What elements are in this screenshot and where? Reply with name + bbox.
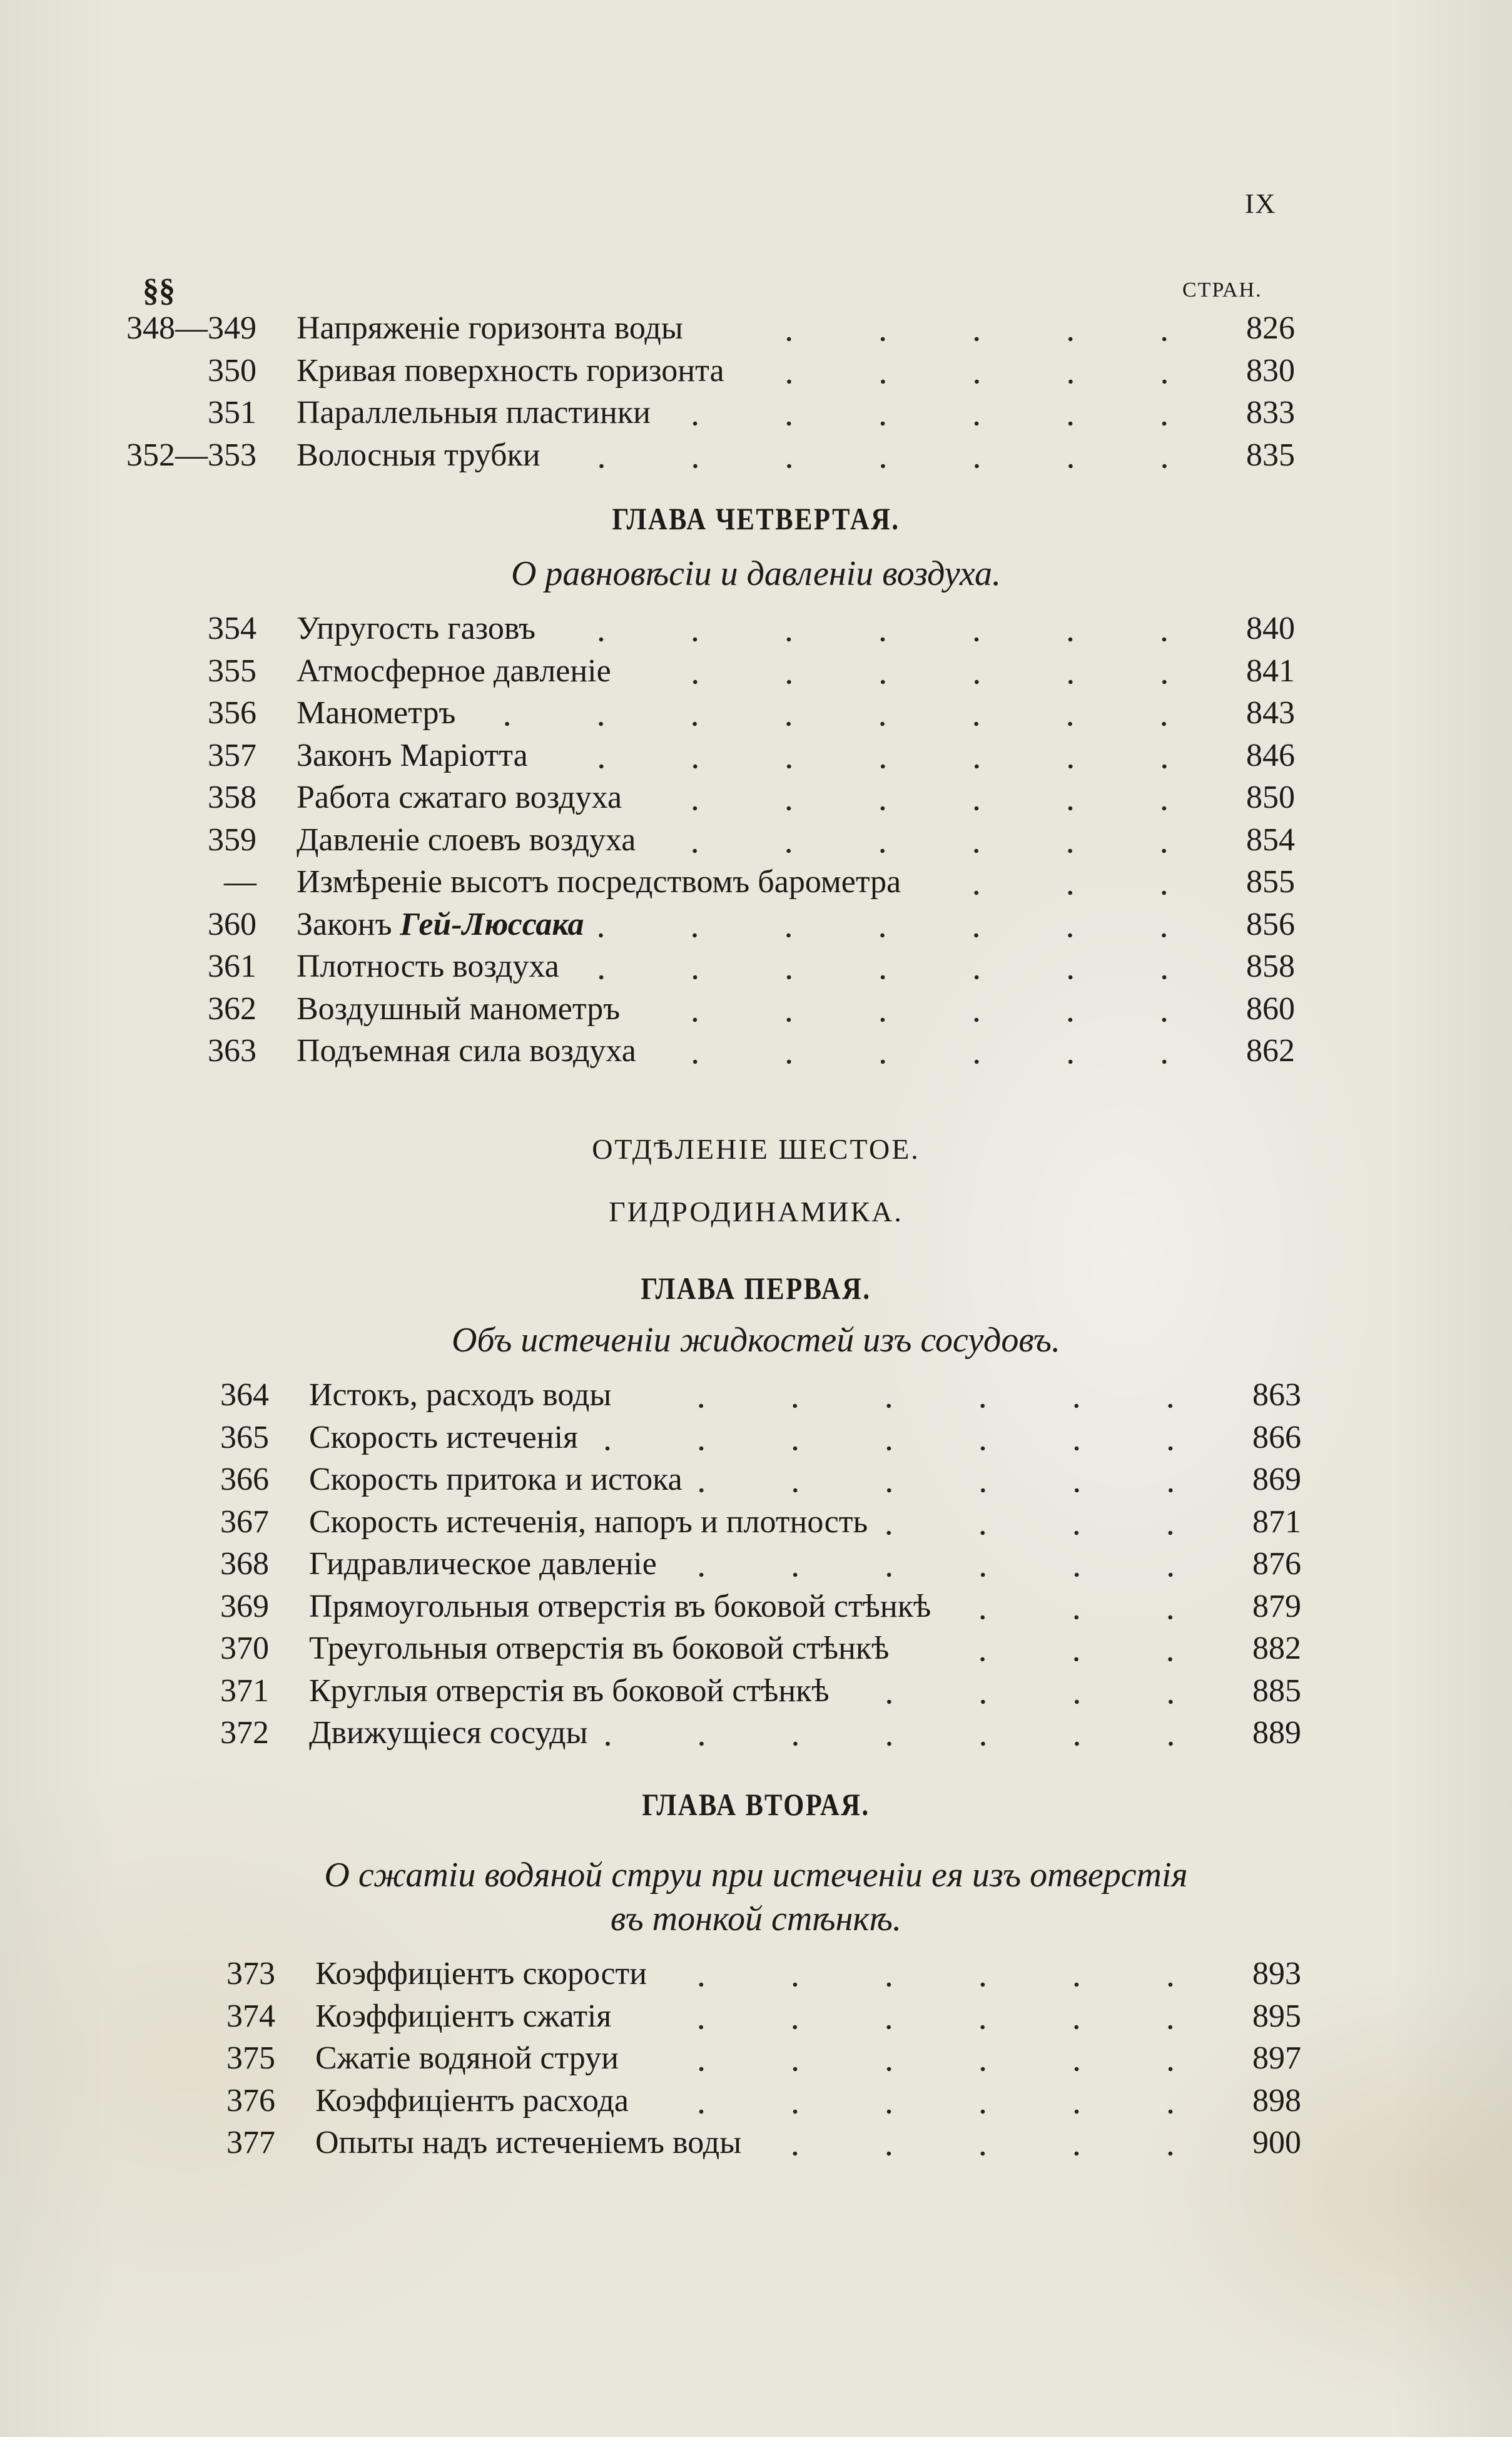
page-number: 850 <box>1246 780 1295 815</box>
toc-entry <box>113 2082 1301 2124</box>
section-number: 375 <box>226 2040 275 2076</box>
toc-entry <box>106 1588 1301 1629</box>
toc-entry <box>94 948 1295 989</box>
section-number: 362 <box>208 990 256 1027</box>
dot-leader <box>651 847 1211 855</box>
toc-entry <box>94 737 1295 778</box>
page-number: 858 <box>1246 949 1295 984</box>
page-number: 863 <box>1252 1377 1301 1413</box>
entry-title: Прямоугольныя отверстія въ боковой стѣнкѣ <box>309 1588 931 1624</box>
section-number: 377 <box>226 2125 275 2160</box>
toc-entry <box>94 694 1295 736</box>
section-number: 370 <box>220 1631 269 1666</box>
section-number: 357 <box>208 737 256 773</box>
toc-entry <box>94 1032 1295 1074</box>
dot-leader <box>470 720 1211 728</box>
entry-title: Упругость газовъ <box>297 611 536 646</box>
chapter-subtitle: Объ истеченіи жидкостей изъ сосудовъ. <box>452 1321 1060 1360</box>
page-number: 895 <box>1252 1998 1301 2034</box>
toc-entry <box>94 394 1295 435</box>
page-number: 876 <box>1252 1546 1301 1582</box>
section-number: 364 <box>220 1377 269 1413</box>
dot-leader <box>635 1015 1211 1024</box>
dot-leader <box>603 1739 1217 1748</box>
entry-title: Кривая поверхность горизонта <box>297 352 724 389</box>
page-number: 846 <box>1246 737 1295 773</box>
page-number: 871 <box>1252 1503 1301 1540</box>
toc-entry <box>94 310 1295 351</box>
entry-title-italic: Гей-Люссака <box>400 906 584 942</box>
entry-title: Скорость притока и истока <box>309 1462 682 1497</box>
toc-entry <box>94 906 1295 947</box>
chapter-heading: ГЛАВА ЧЕТВЕРТАЯ. <box>612 501 900 536</box>
dot-leader <box>556 462 1211 471</box>
dot-leader <box>543 762 1211 771</box>
entry-title: Треугольныя отверстія въ боковой стѣнкѣ <box>309 1631 890 1666</box>
page-number: 826 <box>1246 310 1295 346</box>
entry-title: Круглыя отверстія въ боковой стѣнкѣ <box>309 1672 830 1709</box>
entry-title: Плотность воздуха <box>297 949 559 984</box>
dot-leader <box>626 678 1211 686</box>
dot-leader <box>551 635 1211 644</box>
dot-leader <box>845 1697 1217 1706</box>
entry-title: Коэффиціентъ сжатія <box>315 1998 612 2034</box>
chapter-subtitle: О сжатіи водяной струи при истеченіи ея изъ отверстія <box>324 1856 1188 1895</box>
toc-entry <box>106 1419 1301 1460</box>
toc-entry <box>94 990 1295 1032</box>
dot-leader <box>599 931 1211 940</box>
section-number: 365 <box>220 1419 269 1455</box>
chapter-subtitle: въ тонкой стѣнкѣ. <box>611 1900 901 1938</box>
toc-entry <box>94 779 1295 820</box>
dot-leader <box>698 1486 1217 1495</box>
dot-leader <box>593 1444 1217 1453</box>
toc-entry <box>113 2040 1301 2081</box>
toc-entry <box>106 1714 1301 1756</box>
section-number: 348—349 <box>126 310 256 346</box>
dot-leader <box>739 377 1211 386</box>
toc-entry <box>106 1376 1301 1418</box>
page-number: 897 <box>1252 2040 1301 2076</box>
section-number: 368 <box>220 1546 269 1582</box>
entry-title: Гидравлическое давленіе <box>309 1546 657 1582</box>
entry-title: Движущіеся сосуды <box>309 1715 588 1751</box>
section-number: 350 <box>208 352 256 389</box>
toc-entry <box>106 1545 1301 1587</box>
dot-leader <box>916 888 1211 897</box>
section-number: 356 <box>208 695 256 731</box>
entry-title: Законъ Маріотта <box>297 737 528 773</box>
dot-leader <box>666 419 1211 428</box>
page-number: 840 <box>1246 611 1295 646</box>
entry-title: Опыты надъ истеченіемъ воды <box>315 2125 742 2160</box>
dot-leader <box>651 1057 1211 1066</box>
dot-leader <box>626 1402 1217 1410</box>
entry-title: Сжатіе водяной струи <box>315 2040 619 2076</box>
section-number: 361 <box>208 949 256 984</box>
entry-title: Коэффиціентъ скорости <box>315 1956 647 1992</box>
entry-title: Законъ Гей-Люссака <box>297 906 584 942</box>
page-number: 900 <box>1252 2125 1301 2160</box>
toc-entry <box>94 822 1295 863</box>
page-number: 855 <box>1246 864 1295 900</box>
dot-leader <box>626 2023 1217 2032</box>
section-number: 367 <box>220 1503 269 1540</box>
toc-entry <box>113 2124 1301 2165</box>
chapter-heading: ГЛАВА ПЕРВАЯ. <box>641 1271 871 1306</box>
section-number: 366 <box>220 1462 269 1497</box>
entry-title: Атмосферное давленіе <box>297 653 611 689</box>
section-number: 363 <box>208 1033 256 1069</box>
entry-title: Скорость истеченія <box>309 1419 578 1455</box>
page-number: 860 <box>1246 990 1295 1027</box>
page-number: 889 <box>1252 1715 1301 1751</box>
entry-title: Волосныя трубки <box>297 437 540 473</box>
toc-entry <box>106 1461 1301 1502</box>
section-number: 376 <box>226 2082 275 2119</box>
chapter-subtitle: О равновѣсіи и давленіи воздуха. <box>510 554 1001 593</box>
dot-leader <box>574 973 1211 982</box>
page-number: 862 <box>1246 1033 1295 1069</box>
section-number: 352—353 <box>126 437 256 473</box>
toc-entry <box>94 863 1295 905</box>
page-column-header: СТРАН. <box>1182 278 1262 302</box>
section-number: 351 <box>208 395 256 430</box>
dot-leader <box>698 335 1211 343</box>
page-number: 843 <box>1246 695 1295 731</box>
dot-leader <box>644 2107 1217 2116</box>
entry-title: Измѣреніе высотъ посредствомъ барометра <box>297 864 901 900</box>
toc-entry <box>113 1998 1301 2039</box>
section-number: 373 <box>226 1956 275 1992</box>
entry-title: Истокъ, расходъ воды <box>309 1377 612 1413</box>
dot-leader <box>634 2065 1217 2073</box>
toc-entry <box>113 1955 1301 1997</box>
section-number: 360 <box>208 906 256 942</box>
section-number: 372 <box>220 1715 269 1751</box>
toc-entry <box>94 610 1295 651</box>
section-number: 359 <box>208 822 256 858</box>
toc-entry <box>106 1672 1301 1714</box>
entry-title: Напряженіе горизонта воды <box>297 310 683 346</box>
page-number: 830 <box>1246 352 1295 389</box>
page-number: 854 <box>1246 822 1295 858</box>
toc-entry <box>106 1503 1301 1545</box>
page-number: 893 <box>1252 1956 1301 1992</box>
section-number: 354 <box>208 611 256 646</box>
page-number: 866 <box>1252 1419 1301 1455</box>
page-number: 898 <box>1252 2082 1301 2119</box>
toc-entry <box>106 1630 1301 1671</box>
entry-title: Параллельныя пластинки <box>297 395 651 430</box>
entry-title: Давленіе слоевъ воздуха <box>297 822 636 858</box>
dot-leader <box>672 1570 1217 1579</box>
section-number: — <box>224 864 256 900</box>
page-number: 856 <box>1246 906 1295 942</box>
page-number: 833 <box>1246 395 1295 430</box>
department-heading: ОТДѢЛЕНІЕ ШЕСТОЕ. <box>592 1133 920 1165</box>
section-number: 369 <box>220 1588 269 1624</box>
department-title: ГИДРОДИНАМИКА. <box>609 1196 903 1228</box>
toc-entry <box>94 352 1295 394</box>
chapter-heading: ГЛАВА ВТОРАЯ. <box>642 1787 870 1822</box>
entry-title: Подъемная сила воздуха <box>297 1033 636 1069</box>
page-number: 841 <box>1246 653 1295 689</box>
entry-title: Манометръ <box>297 695 456 731</box>
dot-leader <box>904 1655 1217 1664</box>
entry-title: Скорость истеченія, напоръ и плотность <box>309 1503 868 1540</box>
dot-leader <box>756 2149 1217 2158</box>
dot-leader <box>946 1613 1217 1622</box>
section-number: 358 <box>208 780 256 815</box>
page-number: 882 <box>1252 1631 1301 1666</box>
toc-entry <box>94 437 1295 478</box>
entry-title: Воздушный манометръ <box>297 990 621 1027</box>
section-number: 371 <box>220 1672 269 1709</box>
dot-leader <box>883 1529 1217 1537</box>
entry-title: Коэффиціентъ расхода <box>315 2082 629 2119</box>
page-folio: IX <box>1245 188 1277 219</box>
section-number: 355 <box>208 653 256 689</box>
dot-leader <box>662 1980 1217 1989</box>
page-number: 885 <box>1252 1672 1301 1709</box>
entry-title: Работа сжатаго воздуха <box>297 780 622 815</box>
dot-leader <box>637 804 1211 813</box>
section-column-header: §§ <box>143 273 175 308</box>
page-number: 835 <box>1246 437 1295 473</box>
page-number: 869 <box>1252 1462 1301 1497</box>
section-number: 374 <box>226 1998 275 2034</box>
page-number: 879 <box>1252 1588 1301 1624</box>
toc-entry <box>94 653 1295 694</box>
